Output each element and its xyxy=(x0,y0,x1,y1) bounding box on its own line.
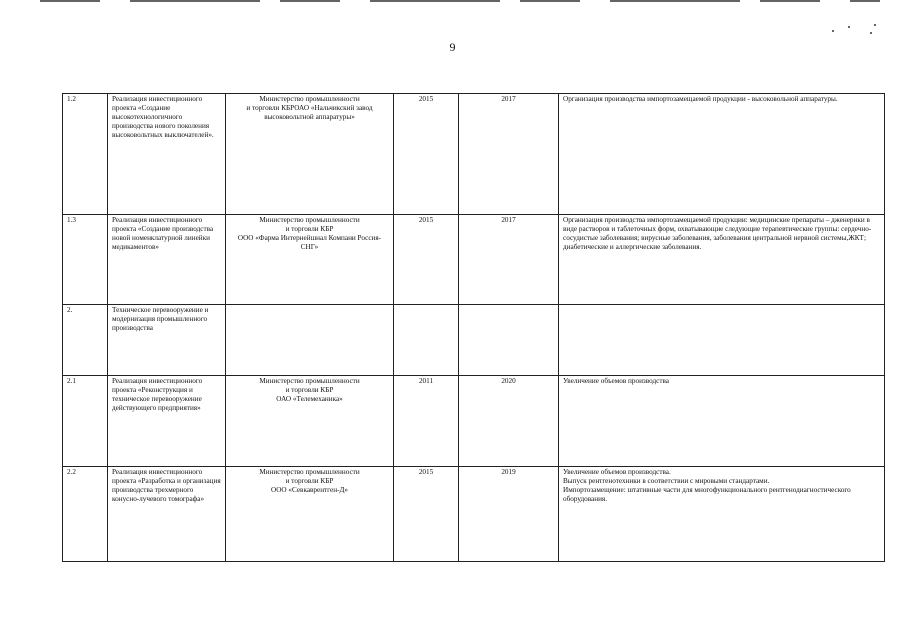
start-year: 2015 xyxy=(394,94,459,215)
executor-line: и торговли КБР xyxy=(285,386,334,394)
executor-line: ООО «Фарма Интернейшнал Компани Россия-СНГ» xyxy=(237,234,382,251)
project-name: Реализация инвестиционного проекта «Создание производства новой номенклатурной линейки медикаментов» xyxy=(108,215,226,305)
page-number: 9 xyxy=(449,40,456,54)
end-year xyxy=(459,305,559,376)
row-number: 2. xyxy=(63,305,108,376)
executor-line: ОАО «Телемеханика» xyxy=(276,395,343,403)
end-year: 2019 xyxy=(459,467,559,562)
row-number: 1.3 xyxy=(63,215,108,305)
executor-line: ООО «Севкаврентген-Д» xyxy=(271,486,348,494)
table-row xyxy=(63,94,885,215)
result-line: Увеличение объемов производства xyxy=(563,377,669,385)
scan-specks xyxy=(830,22,880,36)
result-cell xyxy=(559,376,885,467)
scan-top-edge xyxy=(40,0,880,2)
result-line: Выпуск рентгенотехники в соответствии с мировыми стандартами. xyxy=(563,477,770,485)
table-row xyxy=(63,305,885,376)
executor-line: Министерство промышленности xyxy=(259,216,360,224)
executor-line: и торговли КБР xyxy=(285,225,334,233)
program-table xyxy=(62,93,885,562)
result-cell xyxy=(559,215,885,305)
executor-line: Министерство промышленности xyxy=(259,95,360,103)
table-row xyxy=(63,376,885,467)
executor-line: и торговли КБР xyxy=(285,477,334,485)
end-year: 2017 xyxy=(459,94,559,215)
start-year: 2011 xyxy=(394,376,459,467)
executor-line: и торговли КБРОАО «Нальчикский завод высоковольтной аппаратуры» xyxy=(246,104,373,121)
table-row xyxy=(63,215,885,305)
executor-cell xyxy=(226,94,394,215)
executor-cell xyxy=(226,305,394,376)
project-name: Реализация инвестиционного проекта «Разработка и организация производства трехмерного конусно-лучевого томографа» xyxy=(108,467,226,562)
result-cell xyxy=(559,305,885,376)
project-name: Техническое перевооружение и модернизация промышленного производства xyxy=(108,305,226,376)
executor-cell xyxy=(226,215,394,305)
executor-line: Министерство промышленности xyxy=(259,377,360,385)
result-line: Импортозамещение: штативные части для многофункционального рентгенодиагностического оборудования. xyxy=(563,486,851,503)
result-line: Организация производства импортозамещаемой продукции: медицинские препараты – дженерики в виде растворов и таблеточных форм, охватывающие следующие терапевтические группы: сердечно-сосудистые заболевания; вирусные заболевания, заболевания центральной нервной системы,ЖКТ; диабетические и аллергические заболевания. xyxy=(563,216,872,251)
table-row xyxy=(63,467,885,562)
row-number: 2.1 xyxy=(63,376,108,467)
row-number: 2.2 xyxy=(63,467,108,562)
result-cell xyxy=(559,467,885,562)
executor-cell xyxy=(226,376,394,467)
end-year: 2017 xyxy=(459,215,559,305)
project-name: Реализация инвестиционного проекта «Реконструкция и техническое перевооружение действующего предприятия» xyxy=(108,376,226,467)
end-year: 2020 xyxy=(459,376,559,467)
project-name: Реализация инвестиционного проекта «Создание высокотехнологичного производства нового поколения высоковольтных выключателей». xyxy=(108,94,226,215)
executor-line: Министерство промышленности xyxy=(259,468,360,476)
start-year: 2015 xyxy=(394,467,459,562)
result-line: Организация производства импортозамещаемой продукции - высоковольной аппаратуры. xyxy=(563,95,838,103)
result-cell xyxy=(559,94,885,215)
result-line: Увеличение объемов производства. xyxy=(563,468,671,476)
start-year: 2015 xyxy=(394,215,459,305)
executor-cell xyxy=(226,467,394,562)
start-year xyxy=(394,305,459,376)
row-number: 1.2 xyxy=(63,94,108,215)
